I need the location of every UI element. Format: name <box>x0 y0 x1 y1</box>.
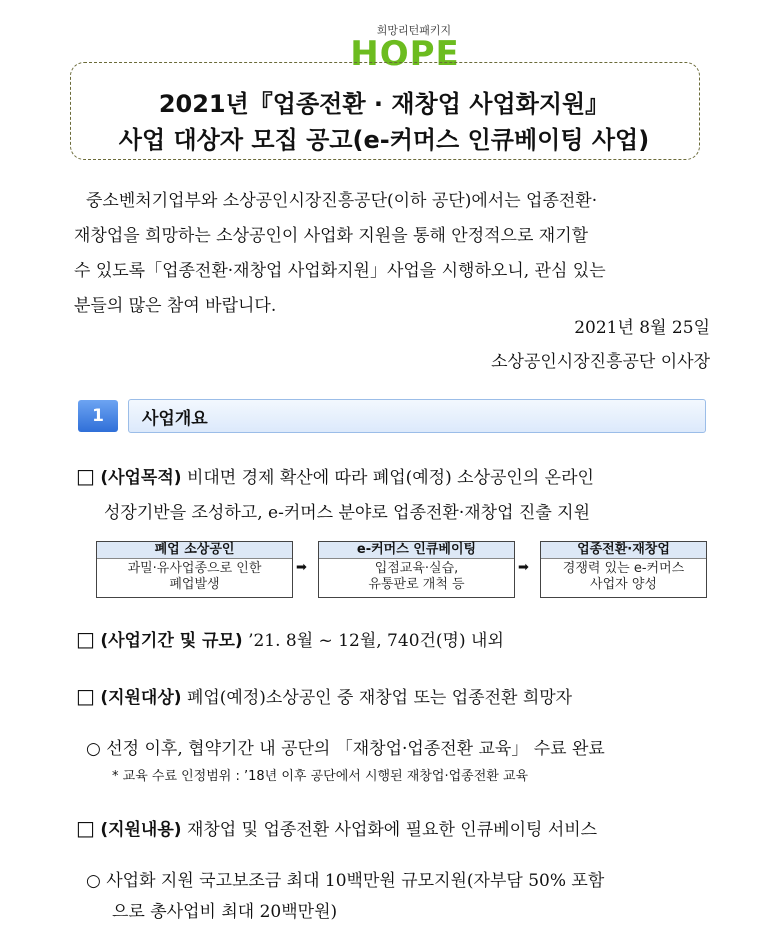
support-label: (지원내용) <box>100 820 182 840</box>
period-label: (사업기간 및 규모) <box>100 631 243 651</box>
hope-logo: HOPE <box>350 34 460 74</box>
period-item <box>76 626 504 651</box>
intro-paragraph <box>74 184 710 324</box>
checkbox-bullet: □ <box>76 816 95 840</box>
support-subitem-text: 사업화 지원 국고보조금 최대 10백만원 규모지원(자부담 50% 포함 <box>106 871 605 891</box>
checkbox-bullet: □ <box>76 464 95 488</box>
checkbox-bullet: □ <box>76 627 95 651</box>
support-subitem <box>86 866 604 891</box>
intro-line: 재창업을 희망하는 소상공인이 사업화 지원을 통해 안정적으로 재기할 <box>74 226 589 246</box>
period-text: ’21. 8월 ~ 12월, 740건(명) 내외 <box>248 631 504 651</box>
page-title-line1: 2021년『업종전환 · 재창업 사업화지원』 <box>158 90 610 118</box>
support-item <box>76 815 597 840</box>
circle-bullet: ○ <box>86 739 101 759</box>
flow-step-body: 입점교육·실습, 유통판로 개척 등 <box>368 561 465 592</box>
flow-step-head: 업종전환·재창업 <box>541 542 706 559</box>
target-subitem <box>86 734 605 759</box>
purpose-label: (사업목적) <box>100 468 182 488</box>
flow-step-2 <box>318 541 515 598</box>
flow-step-3 <box>540 541 707 598</box>
announcement-date: 2021년 8월 25일 <box>574 318 710 338</box>
intro-line: 분들의 많은 참여 바랍니다. <box>74 296 277 316</box>
target-text: 폐업(예정)소상공인 중 재창업 또는 업종전환 희망자 <box>186 688 573 708</box>
purpose-text-cont: 성장기반을 조성하고, e-커머스 분야로 업종전환·재창업 진출 지원 <box>104 503 591 523</box>
intro-line: 중소벤처기업부와 소상공인시장진흥공단(이하 공단)에서는 업종전환· <box>86 191 598 211</box>
circle-bullet: ○ <box>86 871 101 891</box>
flow-arrow: ➡ <box>296 560 307 575</box>
target-item <box>76 683 572 708</box>
support-text: 재창업 및 업종전환 사업화에 필요한 인큐베이팅 서비스 <box>186 820 598 840</box>
support-subitem-cont: 으로 총사업비 최대 20백만원) <box>112 902 338 922</box>
flow-step-head: e-커머스 인큐베이팅 <box>319 542 514 559</box>
target-subitem-text: 선정 이후, 협약기간 내 공단의 「재창업·업종전환 교육」 수료 완료 <box>106 739 605 759</box>
page-title-line2: 사업 대상자 모집 공고(e-커머스 인큐베이팅 사업) <box>118 126 650 154</box>
section-number: 1 <box>78 400 118 432</box>
flow-step-1 <box>96 541 293 598</box>
flow-step-body: 과밀·유사업종으로 인한 폐업발생 <box>127 561 262 592</box>
flow-step-head: 폐업 소상공인 <box>97 542 292 559</box>
issuing-organization: 소상공인시장진흥공단 이사장 <box>491 352 710 372</box>
flow-arrow: ➡ <box>518 560 529 575</box>
intro-line: 수 있도록「업종전환·재창업 사업화지원」사업을 시행하오니, 관심 있는 <box>74 261 606 281</box>
checkbox-bullet: □ <box>76 684 95 708</box>
target-note: * 교육 수료 인정범위 : ’18년 이후 공단에서 시행된 재창업·업종전환 교육 <box>112 769 529 784</box>
flow-step-body: 경쟁력 있는 e-커머스 사업자 양성 <box>562 561 685 592</box>
purpose-text: 비대면 경제 확산에 따라 폐업(예정) 소상공인의 온라인 <box>186 468 594 488</box>
purpose-item <box>76 463 594 488</box>
logo-tagline: 희망리턴패키지 <box>376 24 452 37</box>
target-label: (지원대상) <box>100 688 182 708</box>
section-title: 사업개요 <box>142 409 208 429</box>
section-header-bar <box>128 399 706 433</box>
